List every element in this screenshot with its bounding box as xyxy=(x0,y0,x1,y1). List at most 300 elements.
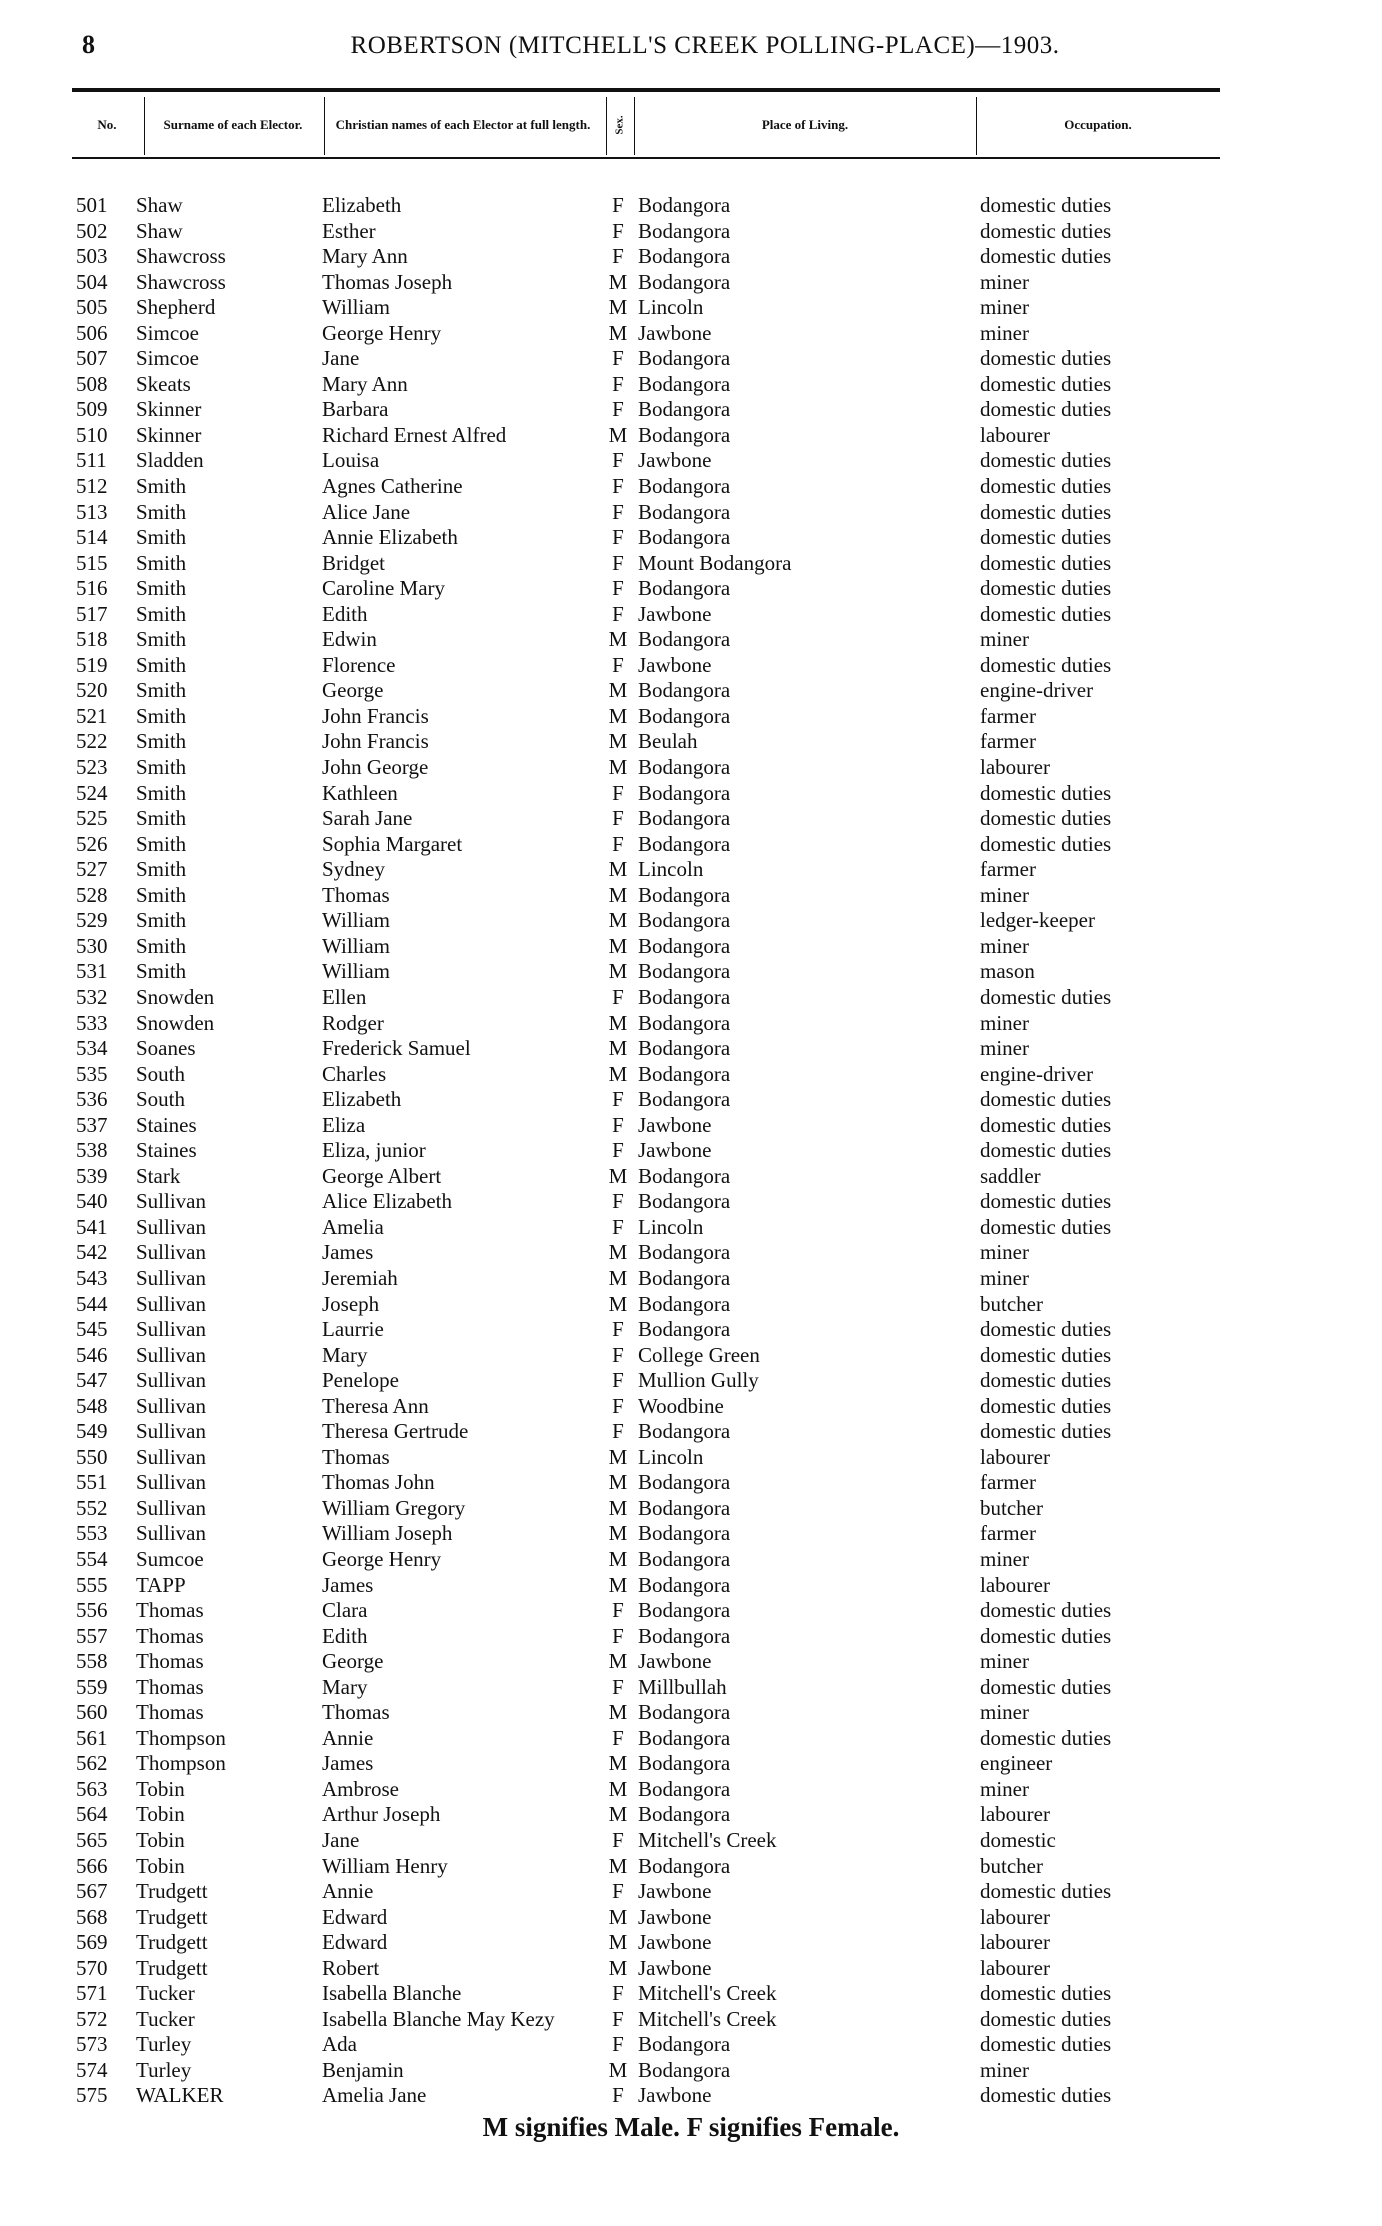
elector-sex: F xyxy=(612,244,624,269)
elector-christian-names: Thomas xyxy=(322,1700,390,1725)
elector-occupation: domestic duties xyxy=(980,601,1112,626)
elector-sex: M xyxy=(608,627,628,652)
header-occupation: Occupation. xyxy=(1064,116,1132,132)
elector-sex: F xyxy=(612,2083,624,2108)
elector-place: Bodangora xyxy=(638,269,731,294)
table-row xyxy=(72,1343,1220,1369)
table-row xyxy=(72,653,1220,679)
elector-number: 524 xyxy=(76,780,108,805)
table-row xyxy=(72,934,1220,960)
elector-number: 568 xyxy=(76,1904,108,1929)
elector-place: Bodangora xyxy=(638,908,731,933)
elector-place: Bodangora xyxy=(638,499,731,524)
elector-surname: Tobin xyxy=(136,1802,185,1827)
elector-place: Bodangora xyxy=(638,806,731,831)
elector-christian-names: Bridget xyxy=(322,550,385,575)
elector-occupation: domestic duties xyxy=(980,193,1112,217)
table-row xyxy=(72,1368,1220,1394)
elector-christian-names: Richard Ernest Alfred xyxy=(322,422,507,447)
elector-sex: M xyxy=(608,729,628,754)
elector-place: Jawbone xyxy=(638,1904,712,1929)
elector-christian-names: Amelia Jane xyxy=(322,2083,427,2108)
elector-surname: Smith xyxy=(136,729,187,754)
column-divider xyxy=(144,97,145,155)
elector-surname: Smith xyxy=(136,525,187,550)
elector-surname: Smith xyxy=(136,627,187,652)
elector-number: 567 xyxy=(76,1879,108,1904)
elector-sex: F xyxy=(612,1598,624,1623)
elector-surname: Sullivan xyxy=(136,1317,207,1342)
elector-sex: F xyxy=(612,1138,624,1163)
elector-number: 526 xyxy=(76,831,108,856)
elector-place: Bodangora xyxy=(638,474,731,499)
elector-number: 533 xyxy=(76,1010,108,1035)
elector-occupation: engineer xyxy=(980,1751,1053,1776)
elector-place: Bodangora xyxy=(638,1802,731,1827)
elector-place: Bodangora xyxy=(638,933,731,958)
elector-occupation: domestic duties xyxy=(980,1725,1112,1750)
header-surname: Surname of each Elector. xyxy=(163,116,303,132)
elector-sex: F xyxy=(612,1112,624,1137)
elector-number: 543 xyxy=(76,1265,108,1290)
elector-sex: F xyxy=(612,371,624,396)
elector-christian-names: Caroline Mary xyxy=(322,576,446,601)
elector-sex: F xyxy=(612,652,624,677)
elector-place: Lincoln xyxy=(638,857,704,882)
elector-sex: F xyxy=(612,1087,624,1112)
elector-number: 537 xyxy=(76,1112,108,1137)
elector-number: 516 xyxy=(76,576,108,601)
elector-sex: M xyxy=(608,1572,628,1597)
elector-surname: Sullivan xyxy=(136,1495,207,1520)
elector-sex: F xyxy=(612,474,624,499)
table-row xyxy=(72,576,1220,602)
elector-place: Bodangora xyxy=(638,1317,731,1342)
table-row xyxy=(72,1828,1220,1854)
table-row xyxy=(72,2083,1220,2109)
table-row xyxy=(72,1675,1220,1701)
elector-number: 518 xyxy=(76,627,108,652)
elector-number: 502 xyxy=(76,218,108,243)
elector-number: 561 xyxy=(76,1725,108,1750)
elector-number: 560 xyxy=(76,1700,108,1725)
elector-christian-names: Kathleen xyxy=(322,780,398,805)
table-row xyxy=(72,1138,1220,1164)
elector-sex: F xyxy=(612,984,624,1009)
elector-occupation: domestic duties xyxy=(980,831,1112,856)
elector-occupation: domestic duties xyxy=(980,448,1112,473)
elector-christian-names: Sydney xyxy=(322,857,385,882)
elector-sex: M xyxy=(608,703,628,728)
table-row xyxy=(72,1802,1220,1828)
elector-surname: Trudgett xyxy=(136,1930,208,1955)
elector-christian-names: Louisa xyxy=(322,448,380,473)
elector-christian-names: Charles xyxy=(322,1061,387,1086)
elector-surname: Smith xyxy=(136,780,187,805)
elector-christian-names: William xyxy=(322,908,390,933)
elector-place: Jawbone xyxy=(638,1112,712,1137)
table-row xyxy=(72,1189,1220,1215)
elector-sex: F xyxy=(612,550,624,575)
elector-number: 562 xyxy=(76,1751,108,1776)
elector-occupation: domestic duties xyxy=(980,1317,1112,1342)
table-row xyxy=(72,1879,1220,1905)
elector-christian-names: Clara xyxy=(322,1598,368,1623)
elector-surname: Sullivan xyxy=(136,1342,207,1367)
elector-sex: F xyxy=(612,1879,624,1904)
elector-sex: M xyxy=(608,882,628,907)
elector-number: 549 xyxy=(76,1419,108,1444)
elector-occupation: miner xyxy=(980,933,1029,958)
table-row xyxy=(72,1981,1220,2007)
elector-occupation: farmer xyxy=(980,1470,1036,1495)
elector-christian-names: William xyxy=(322,295,390,320)
elector-occupation: domestic duties xyxy=(980,1879,1112,1904)
elector-sex: F xyxy=(612,576,624,601)
elector-surname: WALKER xyxy=(136,2083,224,2108)
elector-christian-names: Barbara xyxy=(322,397,389,422)
elector-occupation: miner xyxy=(980,882,1029,907)
elector-number: 527 xyxy=(76,857,108,882)
elector-place: Jawbone xyxy=(638,2083,712,2108)
elector-occupation: miner xyxy=(980,1649,1029,1674)
elector-surname: Skeats xyxy=(136,371,191,396)
elector-number: 521 xyxy=(76,703,108,728)
elector-number: 510 xyxy=(76,422,108,447)
elector-christian-names: Annie Elizabeth xyxy=(322,525,458,550)
elector-christian-names: Amelia xyxy=(322,1214,384,1239)
column-divider xyxy=(634,97,635,155)
elector-surname: South xyxy=(136,1061,186,1086)
elector-occupation: domestic duties xyxy=(980,652,1112,677)
table-row xyxy=(72,1726,1220,1752)
elector-occupation: miner xyxy=(980,320,1029,345)
elector-christian-names: Benjamin xyxy=(322,2057,404,2082)
elector-surname: Skinner xyxy=(136,397,202,422)
elector-christian-names: Isabella Blanche xyxy=(322,1981,462,2006)
elector-surname: Trudgett xyxy=(136,1879,208,1904)
table-row xyxy=(72,1240,1220,1266)
elector-surname: Sullivan xyxy=(136,1265,207,1290)
elector-place: Jawbone xyxy=(638,1138,712,1163)
elector-place: Bodangora xyxy=(638,1291,731,1316)
elector-number: 530 xyxy=(76,933,108,958)
elector-number: 532 xyxy=(76,984,108,1009)
table-row xyxy=(72,755,1220,781)
elector-number: 550 xyxy=(76,1444,108,1469)
elector-surname: Sladden xyxy=(136,448,204,473)
elector-place: Mount Bodangora xyxy=(638,550,792,575)
elector-sex: M xyxy=(608,933,628,958)
elector-place: Bodangora xyxy=(638,244,731,269)
elector-surname: Sullivan xyxy=(136,1189,207,1214)
elector-surname: Turley xyxy=(136,2032,192,2057)
elector-surname: Shaw xyxy=(136,218,183,243)
elector-surname: Sullivan xyxy=(136,1368,207,1393)
elector-christian-names: Mary Ann xyxy=(322,371,408,396)
elector-christian-names: Elizabeth xyxy=(322,1087,402,1112)
table-row xyxy=(72,346,1220,372)
elector-sex: M xyxy=(608,1649,628,1674)
column-divider xyxy=(324,97,325,155)
elector-number: 574 xyxy=(76,2057,108,2082)
elector-number: 558 xyxy=(76,1649,108,1674)
elector-surname: Smith xyxy=(136,857,187,882)
table-row xyxy=(72,781,1220,807)
elector-occupation: domestic duties xyxy=(980,2032,1112,2057)
elector-sex: F xyxy=(612,831,624,856)
table-row xyxy=(72,1215,1220,1241)
elector-number: 515 xyxy=(76,550,108,575)
elector-number: 551 xyxy=(76,1470,108,1495)
elector-christian-names: Florence xyxy=(322,652,396,677)
table-row xyxy=(72,193,1220,219)
elector-christian-names: Thomas xyxy=(322,882,390,907)
table-row xyxy=(72,1573,1220,1599)
elector-sex: M xyxy=(608,908,628,933)
table-row xyxy=(72,602,1220,628)
elector-place: Bodangora xyxy=(638,959,731,984)
elector-place: Bodangora xyxy=(638,422,731,447)
elector-place: Bodangora xyxy=(638,525,731,550)
page-number: 8 xyxy=(82,30,95,59)
elector-place: Bodangora xyxy=(638,627,731,652)
elector-place: Jawbone xyxy=(638,1955,712,1980)
elector-number: 539 xyxy=(76,1163,108,1188)
table-row xyxy=(72,1470,1220,1496)
elector-surname: Skinner xyxy=(136,422,202,447)
elector-sex: M xyxy=(608,1265,628,1290)
elector-sex: F xyxy=(612,525,624,550)
elector-number: 545 xyxy=(76,1317,108,1342)
elector-surname: Smith xyxy=(136,806,187,831)
elector-surname: Thompson xyxy=(136,1725,226,1750)
table-row xyxy=(72,1266,1220,1292)
elector-surname: Sullivan xyxy=(136,1393,207,1418)
elector-sex: M xyxy=(608,2057,628,2082)
table-row xyxy=(72,397,1220,423)
table-row xyxy=(72,1164,1220,1190)
elector-place: Bodangora xyxy=(638,1240,731,1265)
elector-place: Jawbone xyxy=(638,1649,712,1674)
header-christian-names: Christian names of each Elector at full length. xyxy=(335,116,591,132)
table-row xyxy=(72,244,1220,270)
elector-number: 542 xyxy=(76,1240,108,1265)
elector-surname: Smith xyxy=(136,703,187,728)
table-row xyxy=(72,500,1220,526)
elector-sex: F xyxy=(612,1393,624,1418)
table-row xyxy=(72,678,1220,704)
elector-surname: Smith xyxy=(136,831,187,856)
table-row xyxy=(72,1087,1220,1113)
elector-surname: Sumcoe xyxy=(136,1546,204,1571)
elector-occupation: domestic duties xyxy=(980,1368,1112,1393)
elector-surname: Soanes xyxy=(136,1036,196,1061)
table-row xyxy=(72,1036,1220,1062)
elector-surname: Simcoe xyxy=(136,346,199,371)
elector-occupation: miner xyxy=(980,627,1029,652)
elector-number: 555 xyxy=(76,1572,108,1597)
elector-occupation: domestic duties xyxy=(980,1598,1112,1623)
elector-number: 540 xyxy=(76,1189,108,1214)
table-row xyxy=(72,551,1220,577)
elector-number: 552 xyxy=(76,1495,108,1520)
table-row xyxy=(72,1930,1220,1956)
elector-surname: Sullivan xyxy=(136,1419,207,1444)
elector-sex: M xyxy=(608,269,628,294)
elector-surname: Tobin xyxy=(136,1853,185,1878)
elector-christian-names: Jane xyxy=(322,1828,360,1852)
elector-christian-names: Frederick Samuel xyxy=(322,1036,471,1061)
elector-occupation: miner xyxy=(980,1036,1029,1061)
elector-occupation: engine-driver xyxy=(980,1061,1094,1086)
elector-surname: Smith xyxy=(136,474,187,499)
elector-sex: F xyxy=(612,1317,624,1342)
elector-occupation: labourer xyxy=(980,1955,1050,1980)
elector-christian-names: Edward xyxy=(322,1904,388,1929)
elector-number: 504 xyxy=(76,269,108,294)
table-row xyxy=(72,627,1220,653)
elector-place: Bodangora xyxy=(638,1163,731,1188)
table-row xyxy=(72,295,1220,321)
elector-occupation: domestic duties xyxy=(980,1419,1112,1444)
table-row xyxy=(72,1624,1220,1650)
table-row xyxy=(72,474,1220,500)
elector-place: Bodangora xyxy=(638,1521,731,1546)
elector-number: 557 xyxy=(76,1623,108,1648)
table-row xyxy=(72,908,1220,934)
header-sex-label: Sex. xyxy=(613,115,626,135)
elector-place: Bodangora xyxy=(638,1598,731,1623)
elector-number: 522 xyxy=(76,729,108,754)
elector-christian-names: Ada xyxy=(322,2032,357,2057)
elector-surname: Smith xyxy=(136,550,187,575)
elector-number: 528 xyxy=(76,882,108,907)
table-row xyxy=(72,372,1220,398)
elector-sex: F xyxy=(612,1189,624,1214)
elector-number: 571 xyxy=(76,1981,108,2006)
elector-occupation: domestic xyxy=(980,1828,1056,1852)
elector-sex: F xyxy=(612,1828,624,1852)
elector-occupation: domestic duties xyxy=(980,1342,1112,1367)
elector-place: Bodangora xyxy=(638,678,731,703)
elector-sex: M xyxy=(608,1955,628,1980)
elector-sex: M xyxy=(608,1546,628,1571)
elector-place: Bodangora xyxy=(638,1853,731,1878)
elector-surname: Tobin xyxy=(136,1828,185,1852)
elector-occupation: saddler xyxy=(980,1163,1041,1188)
elector-occupation: domestic duties xyxy=(980,1087,1112,1112)
elector-sex: M xyxy=(608,1240,628,1265)
table-row xyxy=(72,1777,1220,1803)
elector-christian-names: George Henry xyxy=(322,320,442,345)
elector-surname: Staines xyxy=(136,1112,197,1137)
elector-occupation: butcher xyxy=(980,1853,1043,1878)
elector-number: 569 xyxy=(76,1930,108,1955)
elector-occupation: ledger-keeper xyxy=(980,908,1095,933)
elector-sex: M xyxy=(608,1751,628,1776)
elector-place: Bodangora xyxy=(638,1470,731,1495)
elector-occupation: labourer xyxy=(980,422,1050,447)
elector-sex: F xyxy=(612,1368,624,1393)
elector-christian-names: John Francis xyxy=(322,729,429,754)
elector-christian-names: Penelope xyxy=(322,1368,399,1393)
elector-surname: Sullivan xyxy=(136,1521,207,1546)
elector-number: 538 xyxy=(76,1138,108,1163)
elector-place: Bodangora xyxy=(638,218,731,243)
elector-christian-names: Edwin xyxy=(322,627,377,652)
elector-number: 547 xyxy=(76,1368,108,1393)
elector-sex: M xyxy=(608,1061,628,1086)
elector-occupation: domestic duties xyxy=(980,1214,1112,1239)
elector-sex: M xyxy=(608,1495,628,1520)
elector-place: Bodangora xyxy=(638,1036,731,1061)
elector-sex: F xyxy=(612,806,624,831)
elector-number: 554 xyxy=(76,1546,108,1571)
elector-occupation: domestic duties xyxy=(980,576,1112,601)
elector-occupation: domestic duties xyxy=(980,397,1112,422)
elector-surname: Tucker xyxy=(136,2006,195,2031)
elector-number: 512 xyxy=(76,474,108,499)
header-sex xyxy=(608,93,632,157)
table-row xyxy=(72,1649,1220,1675)
elector-surname: Shaw xyxy=(136,193,183,217)
elector-surname: Trudgett xyxy=(136,1904,208,1929)
elector-place: Bodangora xyxy=(638,1495,731,1520)
elector-christian-names: Esther xyxy=(322,218,376,243)
elector-number: 519 xyxy=(76,652,108,677)
elector-sex: F xyxy=(612,218,624,243)
elector-place: Bodangora xyxy=(638,576,731,601)
elector-number: 546 xyxy=(76,1342,108,1367)
elector-surname: Thomas xyxy=(136,1623,204,1648)
elector-number: 572 xyxy=(76,2006,108,2031)
table-row xyxy=(72,1598,1220,1624)
elector-sex: M xyxy=(608,1470,628,1495)
elector-sex: M xyxy=(608,1444,628,1469)
elector-number: 566 xyxy=(76,1853,108,1878)
elector-place: Bodangora xyxy=(638,703,731,728)
elector-sex: M xyxy=(608,678,628,703)
elector-place: Bodangora xyxy=(638,755,731,780)
table-row xyxy=(72,1062,1220,1088)
elector-occupation: domestic duties xyxy=(980,1112,1112,1137)
elector-sex: M xyxy=(608,1521,628,1546)
page-title: ROBERTSON (MITCHELL'S CREEK POLLING-PLACE)—1903. xyxy=(350,32,1060,59)
elector-surname: Smith xyxy=(136,678,187,703)
elector-number: 513 xyxy=(76,499,108,524)
elector-place: Mullion Gully xyxy=(638,1368,759,1393)
table-row xyxy=(72,1956,1220,1982)
elector-occupation: labourer xyxy=(980,1802,1050,1827)
elector-sex: M xyxy=(608,1036,628,1061)
table-row xyxy=(72,959,1220,985)
elector-number: 575 xyxy=(76,2083,108,2108)
elector-number: 548 xyxy=(76,1393,108,1418)
elector-surname: Smith xyxy=(136,499,187,524)
elector-number: 507 xyxy=(76,346,108,371)
elector-surname: Shepherd xyxy=(136,295,216,320)
elector-number: 573 xyxy=(76,2032,108,2057)
elector-place: Jawbone xyxy=(638,652,712,677)
elector-place: Bodangora xyxy=(638,780,731,805)
elector-place: Bodangora xyxy=(638,1751,731,1776)
header-no: No. xyxy=(97,116,117,132)
elector-occupation: butcher xyxy=(980,1291,1043,1316)
column-divider xyxy=(976,97,977,155)
elector-occupation: mason xyxy=(980,959,1035,984)
elector-number: 511 xyxy=(76,448,107,473)
